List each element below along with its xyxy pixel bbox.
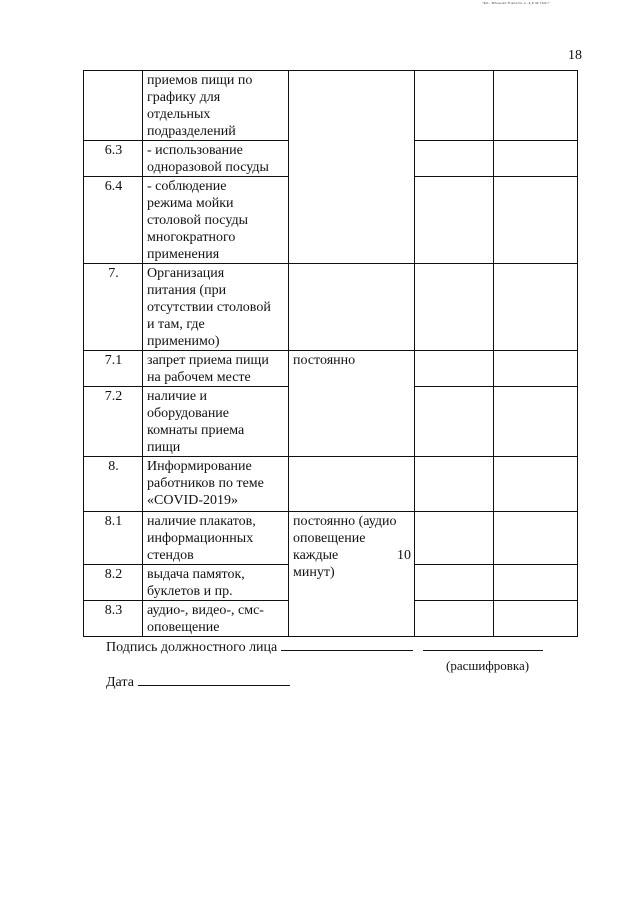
empty-cell (494, 264, 578, 351)
empty-cell (494, 565, 578, 601)
table-row (84, 512, 578, 565)
row-description: - соблюдение режима мойки столовой посуды многократного применения (143, 177, 289, 264)
row-number: 7.2 (84, 387, 143, 457)
empty-cell (494, 387, 578, 457)
row-number: 8.2 (84, 565, 143, 601)
row-description: наличие плакатов, информационных стендов (143, 512, 289, 565)
empty-cell (415, 177, 494, 264)
row-description: Информирование работников по теме «COVID-2019» (143, 457, 289, 512)
row-description: аудио-, видео-, смс- оповещение (143, 601, 289, 637)
empty-cell (494, 177, 578, 264)
row-description: запрет приема пищи на рабочем месте (143, 351, 289, 387)
empty-cell (494, 601, 578, 637)
row-number: 8. (84, 457, 143, 512)
row-number: 8.3 (84, 601, 143, 637)
empty-cell (415, 71, 494, 141)
empty-cell (494, 512, 578, 565)
row-number: 7. (84, 264, 143, 351)
period-cell (289, 71, 415, 264)
decode-note: (расшифровка) (446, 658, 530, 673)
row-description: приемов пищи по графику для отдельных подразделений (143, 71, 289, 141)
date-label: Дата (106, 675, 134, 690)
empty-cell (494, 71, 578, 141)
signature-label: Подпись должностного лица (106, 640, 278, 655)
page-number: 18 (568, 48, 582, 63)
empty-cell (415, 512, 494, 565)
empty-cell (415, 351, 494, 387)
empty-cell (494, 141, 578, 177)
row-number: 8.1 (84, 512, 143, 565)
decode-blank (423, 650, 543, 651)
measures-table (83, 70, 578, 637)
empty-cell (415, 565, 494, 601)
row-number (84, 71, 143, 141)
table-row (84, 351, 578, 387)
empty-cell (415, 141, 494, 177)
row-description: Организация питания (при отсутствии столовой и там, где применимо) (143, 264, 289, 351)
table-row (84, 71, 578, 141)
row-number: 6.4 (84, 177, 143, 264)
empty-cell (289, 264, 415, 351)
empty-cell (289, 457, 415, 512)
empty-cell (415, 387, 494, 457)
period-cell: постоянно (аудио оповещение каждые 10 минут) (289, 512, 415, 637)
row-number: 7.1 (84, 351, 143, 387)
row-description: наличие и оборудование комнаты приема пищи (143, 387, 289, 457)
empty-cell (415, 457, 494, 512)
row-number: 6.3 (84, 141, 143, 177)
table-row (84, 457, 578, 512)
date-blank (138, 685, 290, 686)
date-line (106, 675, 290, 691)
empty-cell (494, 351, 578, 387)
empty-cell (415, 264, 494, 351)
empty-cell (494, 457, 578, 512)
table-row (84, 264, 578, 351)
signature-line (106, 640, 543, 656)
signature-blank (281, 650, 413, 651)
row-description: выдача памяток, буклетов и пр. (143, 565, 289, 601)
row-description: - использование одноразовой посуды (143, 141, 289, 177)
period-cell: постоянно (289, 351, 415, 457)
scan-header-text: "4ul. 0Ch•vw•kl M.unlicin.J.-4,0 10 ltut•" (482, 1, 550, 5)
empty-cell (415, 601, 494, 637)
